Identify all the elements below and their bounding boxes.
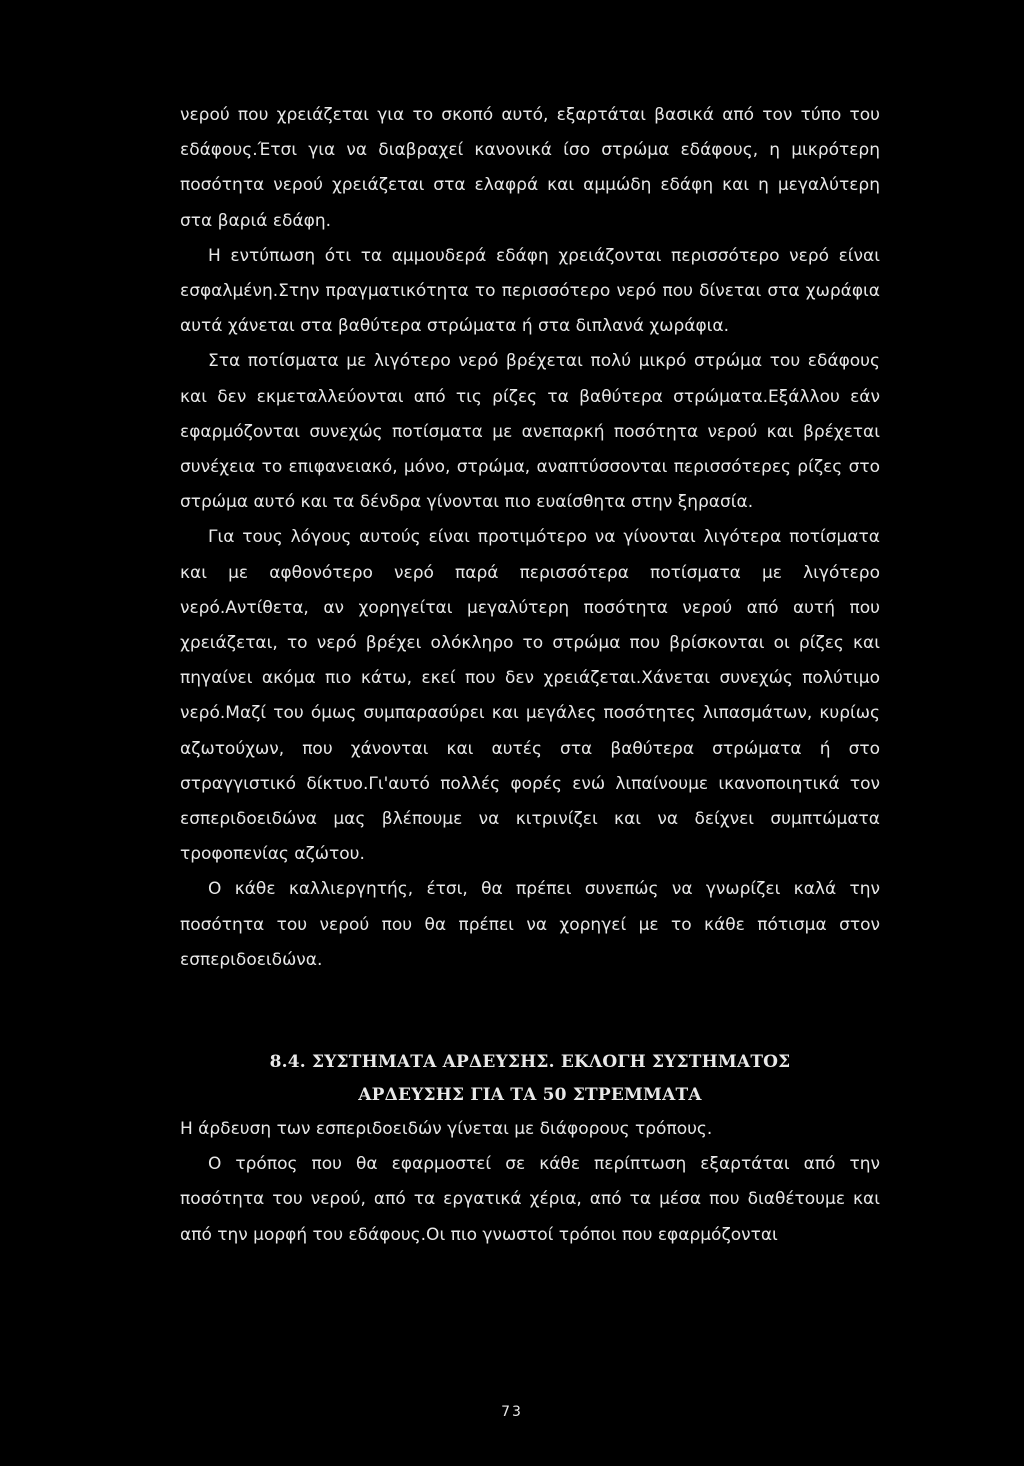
- paragraph-2: Η εντύπωση ότι τα αμμουδερά εδάφη χρειάζονται περισσότερο νερό είναι εσφαλμένη.Στην πραγματικότητα το περισσότερο νερό που δίνεται στα χωράφια αυτά χάνεται στα βαθύτερα στρώματα ή στα διπλανά χωράφια.: [180, 245, 880, 337]
- paragraph-after-heading-1: Η άρδευση των εσπεριδοειδών γίνεται με διάφορους τρόπους.: [180, 1119, 713, 1140]
- paragraph-3: Στα ποτίσματα με λιγότερο νερό βρέχεται πολύ μικρό στρώμα του εδάφους και δεν εκμεταλλεύονται από τις ρίζες τα βαθύτερα στρώματα.Εξάλλου εάν εφαρμόζονται συνεχώς ποτίσματα με ανεπαρκή ποσότητα νερού και βρέχεται συνέχεια το επιφανειακό, μόνο, στρώμα, αναπτύσσονται περισσότερες ρίζες στο στρώμα αυτό και τα δένδρα γίνονται πιο ευαίσθητα στην ξηρασία.: [180, 351, 880, 513]
- paragraph-5: Ο κάθε καλλιεργητής, έτσι, θα πρέπει συνεπώς να γνωρίζει καλά την ποσότητα του νερού που θα πρέπει να χορηγεί με το κάθε πότισμα στον εσπεριδοειδώνα.: [180, 879, 880, 970]
- text-column: [180, 98, 880, 1253]
- page-number: 73: [501, 1404, 523, 1420]
- section-heading-line-2: ΑΡΔΕΥΣΗΣ ΓΙΑ ΤΑ 50 ΣΤΡΕΜΜΑΤΑ: [358, 1085, 702, 1106]
- spacer: [180, 978, 880, 1046]
- paragraph-1: νερού που χρειάζεται για το σκοπό αυτό, εξαρτάται βασικά από τον τύπο του εδάφους.Έτσι για να διαβραχεί κανονικά ίσο στρώμα εδάφους, η μικρότερη ποσότητα νερού χρειάζεται στα ελαφρά και αμμώδη εδάφη και η μεγαλύτερη στα βαριά εδάφη.: [180, 105, 880, 231]
- paragraph-4: Για τους λόγους αυτούς είναι προτιμότερο να γίνονται λιγότερα ποτίσματα και με αφθονότερο νερό παρά περισσότερα ποτίσματα με λιγότερο νερό.Αντίθετα, αν χορηγείται μεγαλύτερη ποσότητα νερού από αυτή που χρειάζεται, το νερό βρέχει ολόκληρο το στρώμα που βρίσκονται οι ρίζες και πηγαίνει ακόμα πιο κάτω, εκεί που δεν χρειάζεται.Χάνεται συνεχώς πολύτιμο νερό.Μαζί του όμως συμπαρασύρει και μεγάλες ποσότητες λιπασμάτων, κυρίως αζωτούχων, που χάνονται και αυτές στα βαθύτερα στρώματα ή στο στραγγιστικό δίκτυο.Γι'αυτό πολλές φορές ενώ λιπαίνουμε ικανοποιητικά τον εσπεριδοειδώνα μας βλέπουμε να κιτρινίζει και να δείχνει συμπτώματα τροφοπενίας αζώτου.: [180, 527, 880, 865]
- section-heading-line-1: 8.4. ΣΥΣΤΗΜΑΤΑ ΑΡΔΕΥΣΗΣ. ΕΚΛΟΓΗ ΣΥΣΤΗΜΑΤΟΣ: [269, 1052, 791, 1073]
- paragraph-after-heading-2: Ο τρόπος που θα εφαρμοστεί σε κάθε περίπτωση εξαρτάται από την ποσότητα του νερού, από τα εργατικά χέρια, από τα μέσα που διαθέτουμε και από την μορφή του εδάφους.Οι πιο γνωστοί τρόποι που εφαρμόζονται: [180, 1154, 880, 1245]
